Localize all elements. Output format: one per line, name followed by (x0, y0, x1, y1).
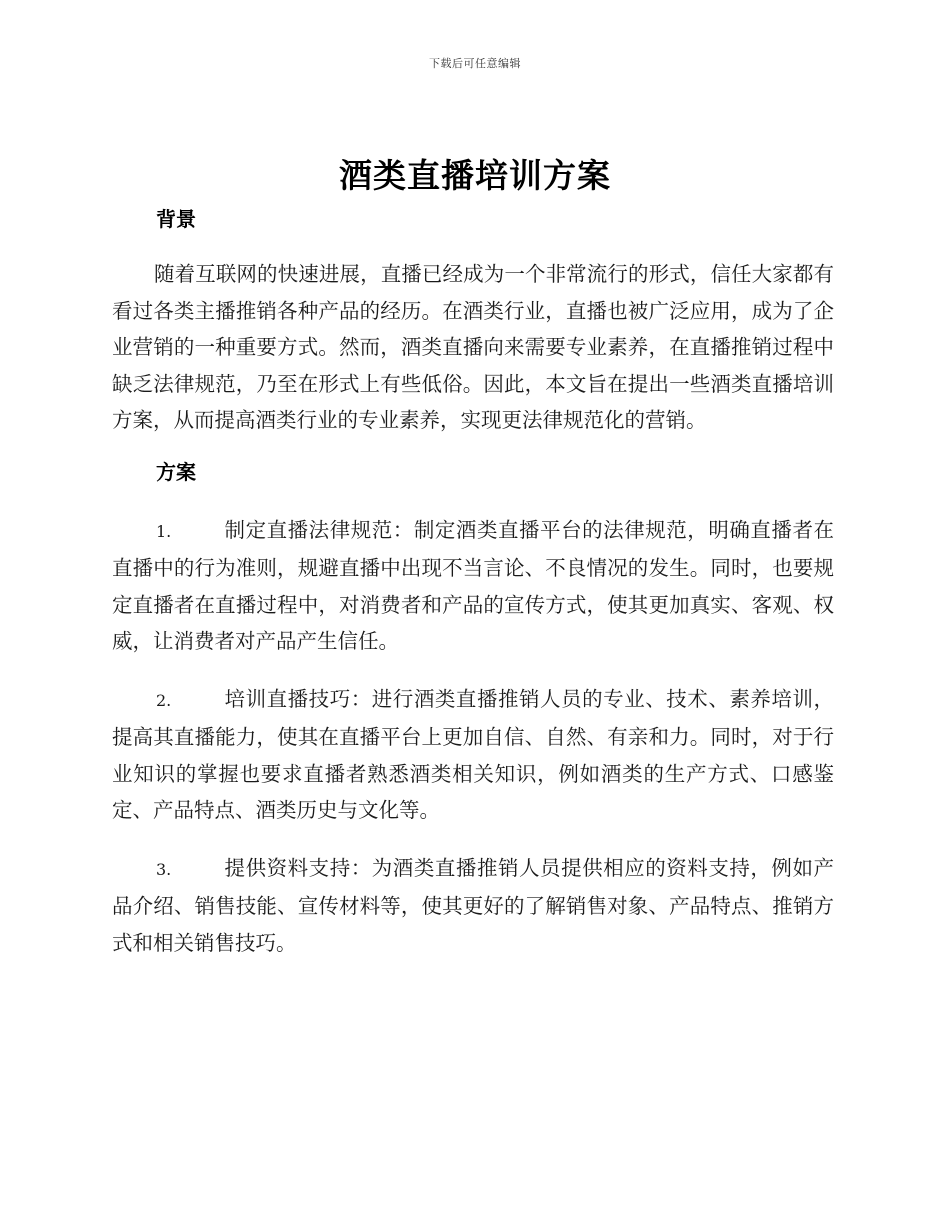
plan-item-number: 3. (156, 859, 172, 879)
plan-item (112, 509, 834, 660)
plan-item (112, 847, 834, 962)
page-header-note: 下载后可任意编辑 (429, 57, 521, 70)
plan-item (112, 678, 834, 829)
plan-item-number: 2. (156, 690, 172, 710)
document-title: 酒类直播培训方案 (339, 156, 611, 195)
plan-item-text: 培训直播技巧：进行酒类直播推销人员的专业、技术、素养培训，提高其直播能力，使其在直播平台上更加自信、自然、有亲和力。同时，对于行业知识的掌握也要求直播者熟悉酒类相关知识，例如酒类的生产方式、口感鉴定、产品特点、酒类历史与文化等。 (112, 686, 834, 822)
plan-item-number: 1. (156, 521, 172, 541)
background-paragraph: 随着互联网的快速进展，直播已经成为一个非常流行的形式，信任大家都有看过各类主播推销各种产品的经历。在酒类行业，直播也被广泛应用，成为了企业营销的一种重要方式。然而，酒类直播向来需要专业素养，在直播推销过程中缺乏法律规范，乃至在形式上有些低俗。因此，本文旨在提出一些酒类直播培训方案，从而提高酒类行业的专业素养，实现更法律规范化的营销。 (112, 262, 834, 432)
section-heading-background: 背景 (156, 207, 196, 231)
section-heading-plan: 方案 (156, 459, 196, 484)
plan-item-text: 提供资料支持：为酒类直播推销人员提供相应的资料支持，例如产品介绍、销售技能、宣传材料等，使其更好的了解销售对象、产品特点、推销方式和相关销售技巧。 (112, 855, 834, 955)
document-body (112, 200, 834, 961)
plan-item-text: 制定直播法律规范：制定酒类直播平台的法律规范，明确直播者在直播中的行为准则，规避直播中出现不当言论、不良情况的发生。同时，也要规定直播者在直播过程中，对消费者和产品的宣传方式，使其更加真实、客观、权威，让消费者对产品产生信任。 (112, 517, 834, 653)
